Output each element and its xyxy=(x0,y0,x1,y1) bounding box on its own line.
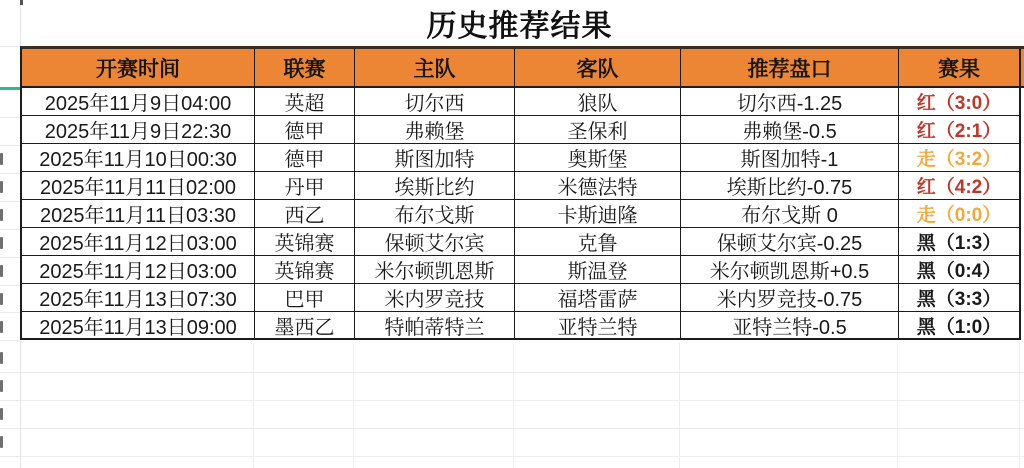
grid-line xyxy=(0,372,20,373)
header-cell-time[interactable]: 开赛时间 xyxy=(22,49,255,88)
grid-line xyxy=(679,343,680,468)
cell-home[interactable]: 斯图加特 xyxy=(355,144,515,172)
cell-home[interactable]: 特帕蒂特兰 xyxy=(355,312,515,340)
cutoff-top-marker xyxy=(20,0,23,5)
cutoff-row-number xyxy=(0,181,3,193)
cell-result[interactable]: 黑（3:3） xyxy=(899,284,1021,312)
cell-time[interactable]: 2025年11月9日22:30 xyxy=(22,116,255,144)
grid-line xyxy=(0,285,20,286)
header-cell-handicap[interactable]: 推荐盘口 xyxy=(681,49,899,88)
grid-line xyxy=(20,428,1024,429)
cell-result[interactable]: 黑（1:0） xyxy=(899,312,1021,340)
cell-home[interactable]: 埃斯比约 xyxy=(355,172,515,200)
cell-result[interactable]: 走（3:2） xyxy=(899,144,1021,172)
cell-handicap[interactable]: 米尔顿凯恩斯+0.5 xyxy=(681,256,899,284)
grid-line xyxy=(0,257,20,258)
grid-line xyxy=(0,117,20,118)
table-row xyxy=(22,88,1024,116)
cutoff-row-number xyxy=(0,436,3,448)
cell-away[interactable]: 福塔雷萨 xyxy=(515,284,681,312)
cell-result[interactable]: 黑（1:3） xyxy=(899,228,1021,256)
cell-time[interactable]: 2025年11月10日00:30 xyxy=(22,144,255,172)
cell-home[interactable]: 弗赖堡 xyxy=(355,116,515,144)
cell-home[interactable]: 切尔西 xyxy=(355,88,515,116)
row-header-strip xyxy=(0,0,21,468)
cell-away[interactable]: 斯温登 xyxy=(515,256,681,284)
freeze-pane-line xyxy=(0,87,20,90)
cell-league[interactable]: 英锦赛 xyxy=(255,228,355,256)
cell-handicap[interactable]: 埃斯比约-0.75 xyxy=(681,172,899,200)
grid-line xyxy=(0,46,20,47)
cell-league[interactable]: 巴甲 xyxy=(255,284,355,312)
cell-away[interactable]: 亚特兰特 xyxy=(515,312,681,340)
cell-time[interactable]: 2025年11月12日03:00 xyxy=(22,228,255,256)
table-row xyxy=(22,116,1024,144)
cell-league[interactable]: 丹甲 xyxy=(255,172,355,200)
cell-home[interactable]: 米内罗竞技 xyxy=(355,284,515,312)
cell-result[interactable]: 红（2:1） xyxy=(899,116,1021,144)
cutoff-row-number xyxy=(0,237,3,249)
cell-league[interactable]: 英锦赛 xyxy=(255,256,355,284)
grid-line xyxy=(1019,343,1020,468)
grid-line xyxy=(353,343,354,468)
cell-result[interactable]: 走（0:0） xyxy=(899,200,1021,228)
header-cell-away[interactable]: 客队 xyxy=(515,49,681,88)
cell-time[interactable]: 2025年11月11日03:30 xyxy=(22,200,255,228)
cutoff-row-number xyxy=(0,265,3,277)
grid-line xyxy=(513,343,514,468)
cell-time[interactable]: 2025年11月11日02:00 xyxy=(22,172,255,200)
cell-result[interactable]: 黑（0:4） xyxy=(899,256,1021,284)
header-cell-league[interactable]: 联赛 xyxy=(255,49,355,88)
cell-league[interactable]: 墨西乙 xyxy=(255,312,355,340)
cell-league[interactable]: 德甲 xyxy=(255,116,355,144)
header-row xyxy=(20,46,1024,88)
cell-handicap[interactable]: 米内罗竞技-0.75 xyxy=(681,284,899,312)
cell-time[interactable]: 2025年11月9日04:00 xyxy=(22,88,255,116)
cell-league[interactable]: 西乙 xyxy=(255,200,355,228)
cell-league[interactable]: 英超 xyxy=(255,88,355,116)
page-title[interactable]: 历史推荐结果 xyxy=(426,10,613,43)
grid-line xyxy=(0,201,20,202)
grid-line xyxy=(0,145,20,146)
grid-line xyxy=(0,173,20,174)
cell-home[interactable]: 布尔戈斯 xyxy=(355,200,515,228)
grid-line xyxy=(0,340,20,341)
grid-line xyxy=(0,428,20,429)
cutoff-row-number xyxy=(0,153,3,165)
table-row xyxy=(22,312,1024,340)
cutoff-row-number xyxy=(0,408,3,420)
cell-home[interactable]: 米尔顿凯恩斯 xyxy=(355,256,515,284)
cell-away[interactable]: 奥斯堡 xyxy=(515,144,681,172)
cell-result[interactable]: 红（3:0） xyxy=(899,88,1021,116)
cell-handicap[interactable]: 布尔戈斯 0 xyxy=(681,200,899,228)
table-row xyxy=(22,228,1024,256)
grid-line xyxy=(253,343,254,468)
cutoff-row-number xyxy=(0,293,3,305)
cell-time[interactable]: 2025年11月13日07:30 xyxy=(22,284,255,312)
grid-line xyxy=(20,372,1024,373)
table-row xyxy=(22,144,1024,172)
cutoff-row-number xyxy=(0,380,3,392)
cell-away[interactable]: 卡斯迪隆 xyxy=(515,200,681,228)
cutoff-row-number xyxy=(0,321,3,333)
grid-line xyxy=(0,312,20,313)
grid-line xyxy=(0,456,20,457)
cell-handicap[interactable]: 保顿艾尔宾-0.25 xyxy=(681,228,899,256)
cell-away[interactable]: 克鲁 xyxy=(515,228,681,256)
cell-league[interactable]: 德甲 xyxy=(255,144,355,172)
cell-result[interactable]: 红（4:2） xyxy=(899,172,1021,200)
cell-handicap[interactable]: 斯图加特-1 xyxy=(681,144,899,172)
cell-away[interactable]: 圣保利 xyxy=(515,116,681,144)
grid-line xyxy=(20,400,1024,401)
cutoff-row-number xyxy=(0,352,3,364)
cell-handicap[interactable]: 弗赖堡-0.5 xyxy=(681,116,899,144)
cell-handicap[interactable]: 亚特兰特-0.5 xyxy=(681,312,899,340)
cell-time[interactable]: 2025年11月12日03:00 xyxy=(22,256,255,284)
cell-away[interactable]: 狼队 xyxy=(515,88,681,116)
grid-line xyxy=(20,456,1024,457)
grid-line xyxy=(0,400,20,401)
table-row xyxy=(22,256,1024,284)
table-row xyxy=(22,172,1024,200)
cell-handicap[interactable]: 切尔西-1.25 xyxy=(681,88,899,116)
cell-time[interactable]: 2025年11月13日09:00 xyxy=(22,312,255,340)
table-row xyxy=(22,284,1024,312)
header-cell-result[interactable]: 赛果 xyxy=(899,49,1021,88)
grid-line xyxy=(897,343,898,468)
cell-away[interactable]: 米德法特 xyxy=(515,172,681,200)
table-row xyxy=(22,200,1024,228)
grid-line xyxy=(0,229,20,230)
cutoff-row-number xyxy=(0,209,3,221)
results-table xyxy=(20,46,1024,340)
header-cell-home[interactable]: 主队 xyxy=(355,49,515,88)
table-body xyxy=(20,88,1024,340)
cell-home[interactable]: 保顿艾尔宾 xyxy=(355,228,515,256)
